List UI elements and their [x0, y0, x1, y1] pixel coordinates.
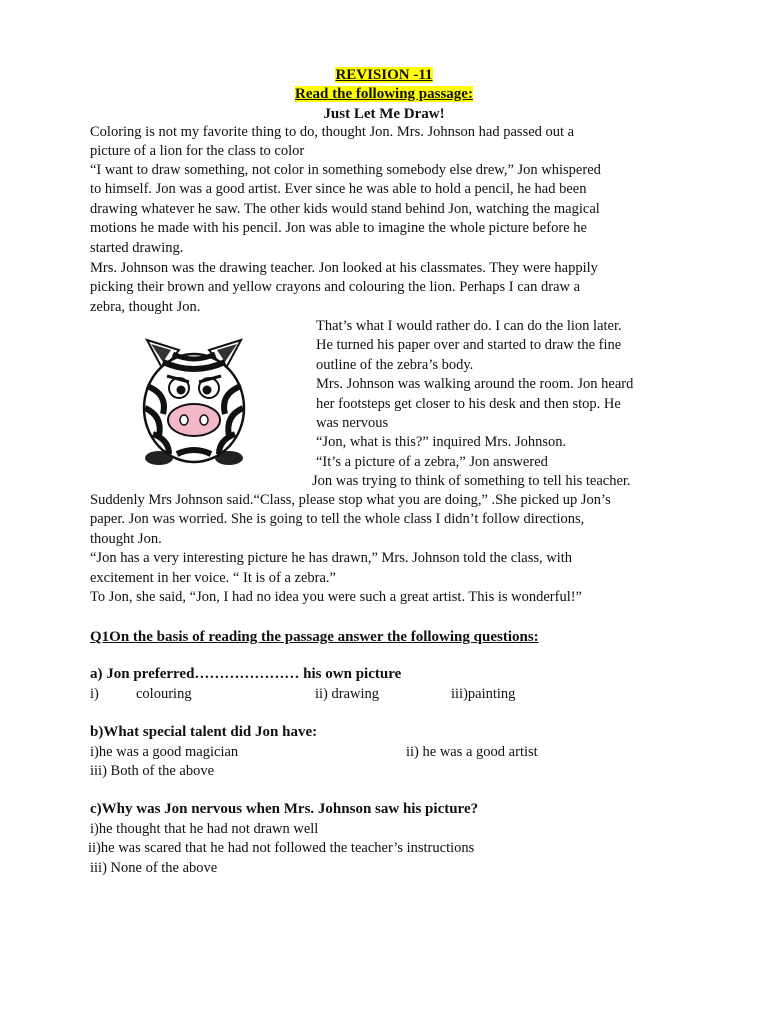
- question-b-option-1: i)he was a good magician: [90, 744, 239, 760]
- passage-paragraph-2: “I want to draw something, not color in something somebody else drew,” Jon whispered to himself. Jon was a good artist. Ever since he was able to hold a pencil, he had been drawing whatever he saw. The other kids would stand behind Jon, watching the magical motions he made with his pencil. Jon was able to imagine the whole picture before he started drawing.: [90, 162, 601, 256]
- question-b-option-2: ii) he was a good artist: [406, 744, 538, 760]
- passage-side-text: That’s what I would rather do. I can do the lion later. He turned his paper over and started to draw the fine outline of the zebra’s body. Mrs. Johnson was walking around the room. Jon heard her footsteps get closer to his desk and then stop. He was nervous “Jon, what is this?” inquired Mrs. Johnson. “It’s a picture of a zebra,” Jon answered: [316, 318, 634, 470]
- questions-heading: Q1On the basis of reading the passage answer the following questions:: [90, 629, 539, 645]
- passage-paragraph-4: Suddenly Mrs Johnson said.“Class, please stop what you are doing,” .She picked up Jon’s paper. Jon was worried. She is going to tell the whole class I didn’t follow directions, thought Jon. “Jon has a very interesting picture he has drawn,” Mrs. Johnson told the class, with excitement in her voice. “ It is of a zebra.” To Jon, she said, “Jon, I had no idea you were such a great artist. This is wonderful!”: [90, 492, 611, 606]
- passage-title: Just Let Me Draw!: [323, 106, 445, 122]
- question-c-option-3: iii) None of the above: [90, 860, 218, 876]
- passage-paragraph-3: Mrs. Johnson was the drawing teacher. Jon looked at his classmates. They were happily picking their brown and yellow crayons and colouring the lion. Perhaps I can draw a zebra, thought Jon.: [90, 260, 598, 315]
- passage-side-last-line: Jon was trying to think of something to tell his teacher.: [312, 473, 631, 489]
- question-c-option-1: i)he thought that he had not drawn well: [90, 821, 319, 837]
- question-c-stem: c)Why was Jon nervous when Mrs. Johnson saw his picture?: [90, 801, 479, 817]
- passage-paragraph-1: Coloring is not my favorite thing to do, thought Jon. Mrs. Johnson had passed out a picture of a lion for the class to color: [90, 124, 575, 160]
- revision-label: REVISION -11: [335, 67, 433, 83]
- question-b-stem: b)What special talent did Jon have:: [90, 724, 318, 740]
- instruction-heading: [0, 84, 768, 104]
- question-a-option-1: colouring: [136, 686, 192, 702]
- question-c-option-2: ii)he was scared that he had not followed the teacher’s instructions: [88, 840, 475, 856]
- question-b-option-3: iii) Both of the above: [90, 763, 215, 779]
- question-a-option-1-number: i): [90, 686, 99, 702]
- instruction-label: Read the following passage:: [295, 86, 473, 102]
- zebra-icon: [133, 336, 255, 466]
- revision-heading: [0, 65, 768, 85]
- question-a-option-2: ii) drawing: [315, 686, 380, 702]
- question-a-stem: a) Jon preferred………………… his own picture: [90, 666, 402, 682]
- question-a-option-3: iii)painting: [451, 686, 516, 702]
